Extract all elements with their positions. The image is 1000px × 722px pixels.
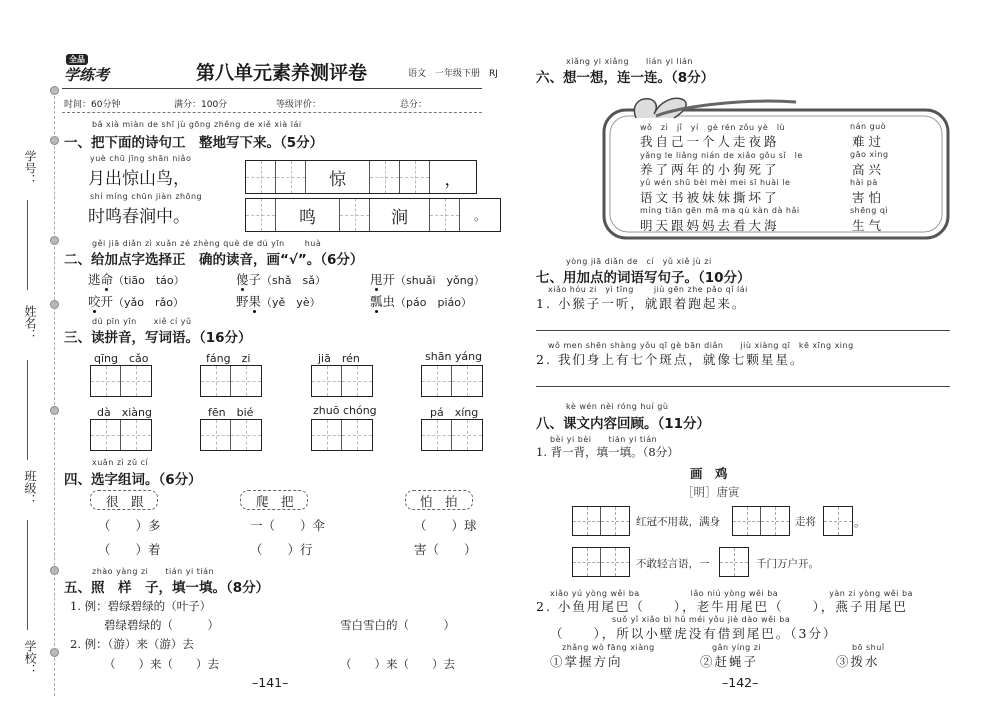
poem-line1-a: 红冠不用裁，满身 — [636, 516, 720, 528]
q3-answer-box-7[interactable] — [311, 419, 373, 451]
q8-option-2[interactable]: ②赶蝇子 — [700, 654, 759, 669]
q3-pinyin-2: fáng zi — [206, 352, 251, 365]
q8-opt3-pinyin: bō shuǐ — [852, 643, 885, 652]
q2-item-5[interactable]: 野果（yě yè） — [236, 294, 321, 309]
q5-blank-2a[interactable]: （ ）来（ ）去 — [104, 657, 219, 671]
q4-blank-3b[interactable]: 害（ ） — [414, 542, 477, 557]
full-score-info: 满分：100分 — [174, 100, 228, 110]
q3-answer-box-4[interactable] — [421, 365, 483, 397]
q7-title: 七、用加点的词语写句子。（10分） — [536, 270, 751, 286]
q1-line1: 月出惊山鸟， — [88, 169, 190, 189]
time-info: 时间：60分钟 — [64, 100, 121, 110]
q3-answer-box-1[interactable] — [90, 365, 152, 397]
q3-title: 三、读拼音，写词语。（16分） — [64, 330, 252, 346]
q8-s1-pinyin: bèi yi bèi tián yi tián — [550, 435, 658, 444]
q8-s2-pinyin: xiǎo yú yòng wěi ba lǎo niú yòng wěi ba yàn zi yòng wěi ba — [550, 589, 913, 598]
q3-pinyin-6: fēn bié — [208, 406, 254, 419]
q5-title: 五、照 样 子，填一填。（8分） — [64, 580, 270, 596]
q3-answer-box-2[interactable] — [200, 365, 262, 397]
q7-sentence-2: 2. 我们身上有七个斑点，就像七颗星星。 — [536, 352, 805, 367]
q4-blank-1b[interactable]: （ ）着 — [98, 542, 161, 557]
q6-pinyin: xiǎng yi xiǎng lián yi lián — [566, 57, 693, 66]
q3-pinyin-7: zhuō chóng — [313, 404, 377, 417]
poem-blank-4[interactable] — [572, 547, 630, 577]
q3-pinyin-1: qīng cǎo — [94, 352, 149, 365]
q3-pinyin-8: pá xíng — [430, 406, 479, 419]
q8-sub-1: 1. 背一背，填一填。（8分） — [536, 445, 679, 459]
q6-right-1[interactable]: 难过 — [852, 134, 886, 149]
q3-pinyin: dú pīn yīn xiě cí yǔ — [92, 317, 192, 326]
q4-title: 四、选字组词。（6分） — [64, 472, 202, 488]
q1-write-grid-2[interactable]: 鸣 涧 。 — [245, 198, 501, 232]
q3-pinyin-4: shān yáng — [425, 350, 483, 363]
q6-left-1[interactable]: 我自己一个人走夜路 — [640, 134, 780, 149]
logo: 全品 学练考 — [64, 55, 110, 84]
q5-pinyin: zhào yàng zi tián yi tián — [92, 567, 215, 576]
q4-choices-2: 爬 把 — [256, 494, 294, 509]
q8-sentence-3[interactable]: （ ），所以小壁虎没有借到尾巴。（3分） — [550, 626, 838, 641]
subject-meta: 语文 一年级下册 RJ — [408, 69, 498, 79]
student-id-label: 学号： — [23, 150, 37, 186]
poem-author: ［明］唐寅 — [682, 485, 740, 499]
q7-sentence-1: 1. 小猴子一听，就跟着跑起来。 — [536, 296, 747, 311]
q4-pinyin: xuǎn zì zǔ cí — [92, 458, 149, 467]
poem-line2-b: 千门万户开。 — [756, 558, 819, 570]
q1-line2: 时鸣春涧中。 — [88, 207, 190, 227]
q5-blank-2b[interactable]: （ ）来（ ）去 — [340, 657, 455, 671]
q3-answer-box-5[interactable] — [90, 419, 152, 451]
grade-info: 等级评价： — [276, 100, 322, 110]
page-number-left: –141– — [252, 675, 289, 690]
q6-left-4[interactable]: 明天跟妈妈去看大海 — [640, 218, 780, 233]
poem-blank-3[interactable] — [823, 506, 853, 536]
q8-pinyin: kè wén nèi róng huí gù — [566, 402, 669, 411]
poem-line1-c: 。 — [854, 515, 866, 529]
poem-blank-5[interactable] — [719, 547, 749, 577]
total-info: 总分： — [400, 100, 428, 110]
poem-line1-b: 走将 — [795, 516, 816, 528]
q5-example-2: 2. 例：（游）来（游）去 — [70, 637, 194, 651]
q4-choices-1: 很 跟 — [106, 494, 144, 509]
q2-pinyin: gěi jiā diǎn zì xuǎn zé zhèng què de dú yīn huà — [92, 239, 322, 248]
q7-s2-pinyin: wǒ men shēn shàng yǒu qī gè bān diǎn jiù xiàng qī kē xīng xing — [548, 341, 854, 350]
q3-pinyin-3: jiā rén — [318, 352, 360, 365]
q3-pinyin-5: dà xiàng — [97, 406, 152, 419]
q1-title: 一、把下面的诗句工 整地写下来。（5分） — [64, 135, 324, 151]
q7-pinyin: yòng jiā diǎn de cí yǔ xiě jù zi — [566, 257, 712, 266]
q5-blank-1b[interactable]: 雪白雪白的（ ） — [340, 618, 455, 632]
q4-blank-1a[interactable]: （ ）多 — [98, 518, 161, 533]
q1-pinyin: bǎ xià miàn de shī jù gōng zhěng de xiě xià lái — [92, 120, 302, 129]
student-name-label: 姓名： — [23, 305, 37, 341]
q6-right-4[interactable]: 生气 — [852, 218, 886, 233]
q3-answer-box-6[interactable] — [200, 419, 262, 451]
q5-blank-1a[interactable]: 碧绿碧绿的（ ） — [104, 618, 219, 632]
q1-write-grid-1[interactable]: 惊 ， — [245, 160, 477, 194]
binding-hole — [50, 86, 59, 95]
q4-blank-2a[interactable]: 一（ ）伞 — [250, 518, 326, 533]
q2-item-4[interactable]: 咬开（yǎo rǎo） — [88, 294, 185, 309]
q8-opt2-pinyin: gǎn yíng zi — [712, 643, 762, 652]
q4-blank-3a[interactable]: （ ）球 — [414, 518, 477, 533]
q3-answer-box-3[interactable] — [311, 365, 373, 397]
q8-opt1-pinyin: zhǎng wò fāng xiàng — [562, 643, 655, 652]
q7-answer-line-2[interactable] — [536, 386, 950, 387]
class-label: 班级： — [23, 470, 37, 506]
q7-s1-pinyin: xiǎo hóu zi yì tīng jiù gēn zhe pǎo qǐ lái — [548, 285, 748, 294]
q8-sentence-2[interactable]: 2. 小鱼用尾巴（ ），老牛用尾巴（ ），燕子用尾巴 — [536, 599, 908, 614]
q8-title: 八、课文内容回顾。（11分） — [536, 416, 711, 432]
q2-title: 二、给加点字选择正 确的读音，画“√”。（6分） — [64, 252, 364, 268]
q3-answer-box-8[interactable] — [421, 419, 483, 451]
q2-item-2[interactable]: 傻子（shǎ sǎ） — [236, 272, 326, 287]
q8-option-1[interactable]: ①掌握方向 — [550, 654, 623, 669]
q6-title: 六、想一想，连一连。（8分） — [536, 70, 715, 86]
q6-left-2[interactable]: 养了两年的小狗死了 — [640, 162, 780, 177]
q2-item-6[interactable]: 瓢虫（páo piáo） — [370, 294, 472, 309]
q1-line2-pinyin: shí míng chūn jiàn zhōng — [90, 192, 203, 201]
binding-line — [54, 96, 55, 696]
poem-blank-1[interactable] — [572, 506, 630, 536]
q1-line1-pinyin: yuè chū jīng shān niǎo — [90, 154, 192, 163]
q2-item-1[interactable]: 逃命（tiāo táo） — [88, 272, 185, 287]
q2-item-3[interactable]: 甩开（shuǎi yǒng） — [370, 272, 485, 287]
q5-example-1: 1. 例：碧绿碧绿的（叶子） — [70, 599, 212, 613]
poem-line2-a: 不敢轻言语，一 — [636, 558, 710, 570]
q8-s3-pinyin: suǒ yǐ xiǎo bì hǔ méi yǒu jiè dào wěi ba — [612, 615, 791, 624]
page-number-right: –142– — [722, 675, 759, 690]
q6-right-3[interactable]: 害怕 — [852, 190, 886, 205]
q4-blank-2b[interactable]: （ ）行 — [250, 542, 313, 557]
q8-option-3[interactable]: ③拨水 — [836, 654, 880, 669]
poem-title: 画 鸡 — [690, 466, 728, 481]
q4-choices-3: 怕 拍 — [420, 494, 458, 509]
q7-answer-line-1[interactable] — [536, 330, 950, 331]
q6-left-3[interactable]: 语文书被妹妹撕坏了 — [640, 190, 780, 205]
page-title: 第八单元素养测评卷 — [196, 62, 368, 84]
q6-right-2[interactable]: 高兴 — [852, 162, 886, 177]
poem-blank-2[interactable] — [732, 506, 790, 536]
q6-rows: wǒ zì jǐ yí gè rén zǒu yè lù 我自己一个人走夜路 nán guò 难过 yǎng le liǎng nián de xiǎo gǒu sǐ le 养了两年的小狗死了 gāo xìng 高兴 yǔ wén shū bèi mèi mei sī huài le 语文书被妹妹撕坏了 hài pà 害怕 míng tiān gēn mā ma qù kàn dà hǎi 明天跟妈妈去看大海 shēng qì 生气 — [640, 122, 889, 233]
school-label: 学校： — [23, 640, 37, 676]
